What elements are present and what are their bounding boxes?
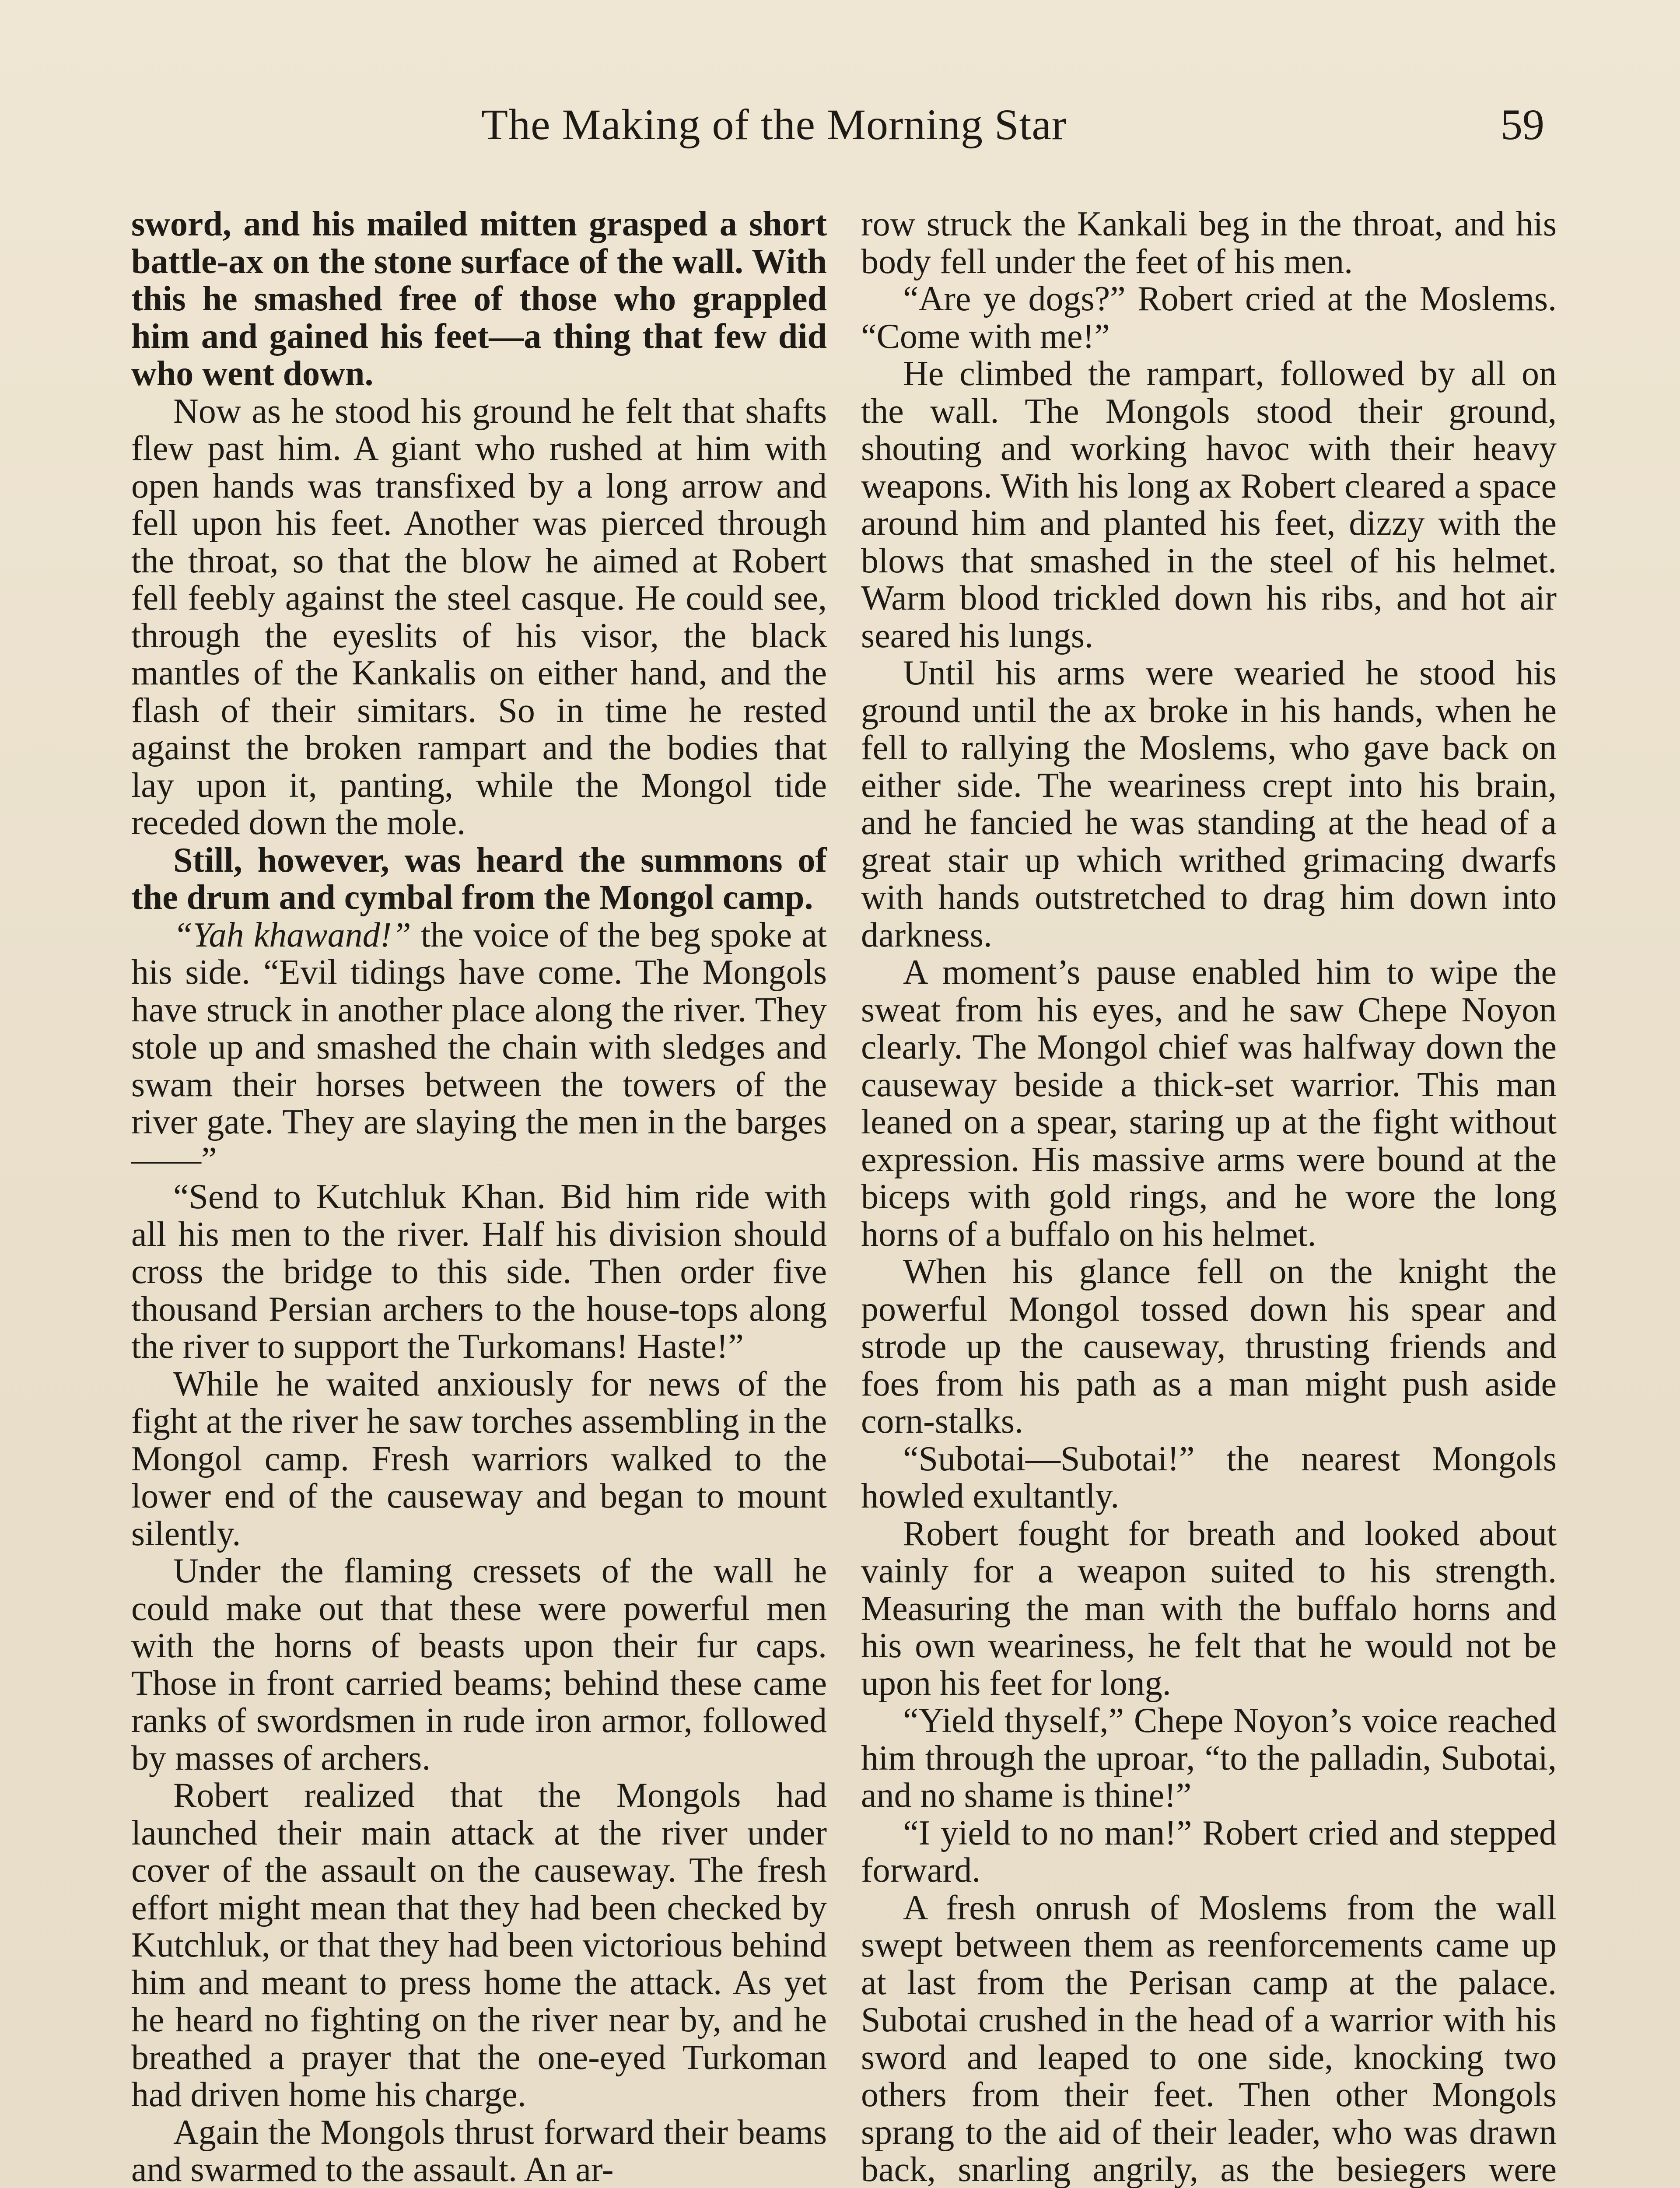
text-column-right bbox=[861, 206, 1557, 2188]
paragraph: Until his arms were wearied he stood his ground until the ax broke in his hands, when he fell to rallying the Moslems, who gave back on either side. The weariness crept into his brain, and he fancied he was standing at the head of a great stair up which writhed grimacing dwarfs with hands outstretched to drag him down into darkness. bbox=[861, 654, 1557, 954]
paragraph: Still, however, was heard the summons of the drum and cymbal from the Mongol camp. bbox=[131, 841, 827, 917]
paragraph: When his glance fell on the knight the powerful Mongol tossed down his spear and strode up the causeway, thrusting friends and foes from his path as a man might push aside corn-stalks. bbox=[861, 1252, 1557, 1441]
paragraph: Robert realized that the Mongols had launched their main attack at the river under cover of the assault on the causeway. The fresh effort might mean that they had been checked by Kutchluk, or that they had been victorious behind him and meant to press home the attack. As yet he heard no fighting on the river near by, and he breathed a prayer that the one-eyed Turkoman had driven home his charge. bbox=[131, 1776, 827, 2114]
paragraph: While he waited anxiously for news of the fight at the river he saw torches assembling in the Mongol camp. Fresh warriors walked to the lower end of the causeway and began to mount silently. bbox=[131, 1364, 827, 1553]
paragraph: He climbed the rampart, followed by all on the wall. The Mongols stood their ground, shouting and working havoc with their heavy weapons. With his long ax Robert cleared a space around him and planted his feet, dizzy with the blows that smashed in the steel of his helmet. Warm blood trickled down his ribs, and hot air seared his lungs. bbox=[861, 354, 1557, 655]
paragraph-body: the voice of the beg spoke at his side. “Evil tidings have come. The Mongols have struck in another place along the river. They stole up and smashed the chain with sledges and swam their horses between the towers of the river gate. They are slaying the men in the barges——” bbox=[131, 915, 827, 1179]
paragraph: row struck the Kankali beg in the throat, and his body fell under the feet of his men. bbox=[861, 205, 1557, 281]
page-number: 59 bbox=[1501, 100, 1544, 149]
text-column-left bbox=[131, 206, 827, 2188]
paragraph: Now as he stood his ground he felt that shafts flew past him. A giant who rushed at him with open hands was transfixed by a long arrow and fell upon his feet. Another was pierced through the throat, so that the blow he aimed at Robert fell feebly against the steel casque. He could see, through the eyeslits of his visor, the black mantles of the Kankalis on either hand, and the flash of their simitars. So in time he rested against the broken rampart and the bodies that lay upon it, panting, while the Mongol tide receded down the mole. bbox=[131, 392, 827, 842]
paragraph bbox=[131, 917, 827, 1179]
paragraph: “I yield to no man!” Robert cried and stepped forward. bbox=[861, 1813, 1557, 1890]
paragraph: Under the flaming cressets of the wall he could make out that these were powerful men with the horns of beasts upon their fur caps. Those in front carried beams; behind these came ranks of swordsmen in rude iron armor, followed by masses of archers. bbox=[131, 1552, 827, 1778]
paragraph: “Send to Kutchluk Khan. Bid him ride with all his men to the river. Half his division should cross the bridge to this side. Then order five thousand Persian archers to the house-tops along the river to support the Turkomans! Haste!” bbox=[131, 1178, 827, 1366]
paragraph: sword, and his mailed mitten grasped a short battle-ax on the stone surface of the wall. With this he smashed free of those who grappled him and gained his feet—a thing that few did who went down. bbox=[131, 205, 827, 393]
paragraph: “Yield thyself,” Chepe Noyon’s voice reached him through the uproar, “to the palladin, Subotai, and no shame is thine!” bbox=[861, 1701, 1557, 1815]
paragraph-lead-italic: “Yah khawand!” bbox=[173, 915, 411, 954]
running-title: The Making of the Morning Star bbox=[481, 100, 1067, 149]
paragraph: A fresh onrush of Moslems from the wall swept between them as reenforcements came up at last from the Perisan camp at the palace. Subotai crushed in the head of a warrior with his sword and leaped to one side, knocking two others from their feet. Then other Mongols sprang to the aid of their leader, who was drawn back, snarling angrily, as the besiegers were bbox=[861, 1888, 1557, 2188]
paragraph: “Subotai—Subotai!” the nearest Mongols howled exultantly. bbox=[861, 1439, 1557, 1515]
paragraph: Robert fought for breath and looked about vainly for a weapon suited to his strength. Measuring the man with the buffalo horns and his own weariness, he felt that he would not be upon his feet for long. bbox=[861, 1514, 1557, 1703]
paragraph: A moment’s pause enabled him to wipe the sweat from his eyes, and he saw Chepe Noyon clearly. The Mongol chief was halfway down the causeway beside a thick-set warrior. This man leaned on a spear, staring up at the fight without expression. His massive arms were bound at the biceps with gold rings, and he wore the long horns of a buffalo on his helmet. bbox=[861, 953, 1557, 1254]
paragraph: “Are ye dogs?” Robert cried at the Moslems. “Come with me!” bbox=[861, 280, 1557, 356]
paragraph: Again the Mongols thrust forward their beams and swarmed to the assault. An ar- bbox=[131, 2113, 827, 2188]
